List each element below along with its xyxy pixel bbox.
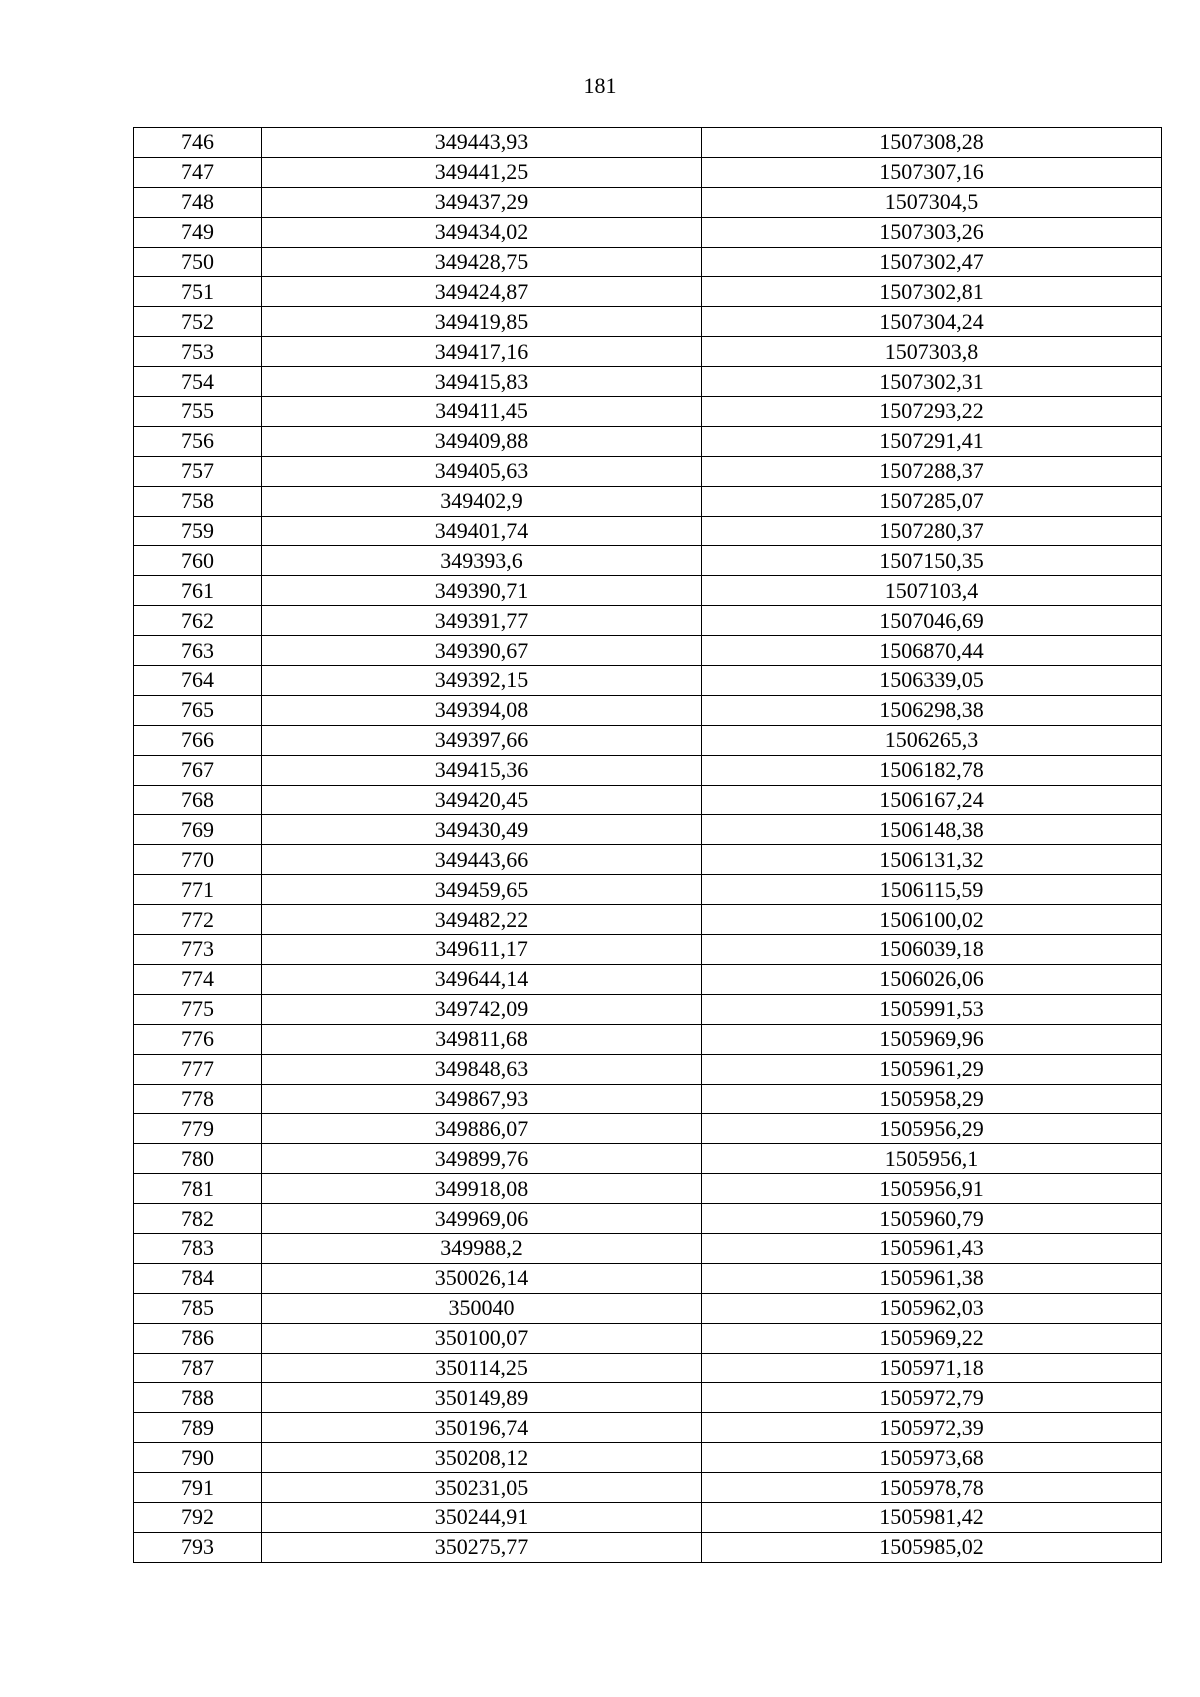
table-row bbox=[134, 576, 1162, 606]
y-coordinate-cell: 1505969,96 bbox=[702, 1024, 1162, 1054]
point-number-cell: 791 bbox=[134, 1473, 262, 1503]
table-row bbox=[134, 964, 1162, 994]
y-coordinate-cell: 1507308,28 bbox=[702, 128, 1162, 158]
x-coordinate-cell: 349611,17 bbox=[262, 935, 702, 965]
y-coordinate-cell: 1505956,29 bbox=[702, 1114, 1162, 1144]
x-coordinate-cell: 349415,36 bbox=[262, 755, 702, 785]
point-number-cell: 777 bbox=[134, 1054, 262, 1084]
table-row bbox=[134, 128, 1162, 158]
point-number-cell: 746 bbox=[134, 128, 262, 158]
x-coordinate-cell: 350149,89 bbox=[262, 1383, 702, 1413]
x-coordinate-cell: 349394,08 bbox=[262, 695, 702, 725]
point-number-cell: 763 bbox=[134, 636, 262, 666]
y-coordinate-cell: 1505971,18 bbox=[702, 1353, 1162, 1383]
y-coordinate-cell: 1506131,32 bbox=[702, 845, 1162, 875]
point-number-cell: 769 bbox=[134, 815, 262, 845]
table-row bbox=[134, 725, 1162, 755]
coordinates-table-body bbox=[134, 128, 1162, 1563]
table-row bbox=[134, 1263, 1162, 1293]
point-number-cell: 766 bbox=[134, 725, 262, 755]
table-row bbox=[134, 755, 1162, 785]
point-number-cell: 786 bbox=[134, 1323, 262, 1353]
coordinates-table bbox=[133, 127, 1162, 1563]
y-coordinate-cell: 1505961,29 bbox=[702, 1054, 1162, 1084]
x-coordinate-cell: 349886,07 bbox=[262, 1114, 702, 1144]
table-row bbox=[134, 1502, 1162, 1532]
table-row bbox=[134, 367, 1162, 397]
table-row bbox=[134, 695, 1162, 725]
point-number-cell: 765 bbox=[134, 695, 262, 725]
x-coordinate-cell: 350196,74 bbox=[262, 1413, 702, 1443]
y-coordinate-cell: 1506182,78 bbox=[702, 755, 1162, 785]
x-coordinate-cell: 349428,75 bbox=[262, 247, 702, 277]
y-coordinate-cell: 1506100,02 bbox=[702, 905, 1162, 935]
y-coordinate-cell: 1506339,05 bbox=[702, 666, 1162, 696]
table-row bbox=[134, 426, 1162, 456]
point-number-cell: 779 bbox=[134, 1114, 262, 1144]
table-row bbox=[134, 1233, 1162, 1263]
point-number-cell: 750 bbox=[134, 247, 262, 277]
x-coordinate-cell: 350244,91 bbox=[262, 1502, 702, 1532]
y-coordinate-cell: 1507307,16 bbox=[702, 157, 1162, 187]
table-row bbox=[134, 546, 1162, 576]
x-coordinate-cell: 349969,06 bbox=[262, 1204, 702, 1234]
y-coordinate-cell: 1507293,22 bbox=[702, 397, 1162, 427]
point-number-cell: 752 bbox=[134, 307, 262, 337]
x-coordinate-cell: 349397,66 bbox=[262, 725, 702, 755]
x-coordinate-cell: 349437,29 bbox=[262, 187, 702, 217]
y-coordinate-cell: 1505960,79 bbox=[702, 1204, 1162, 1234]
table-row bbox=[134, 1323, 1162, 1353]
x-coordinate-cell: 349742,09 bbox=[262, 994, 702, 1024]
point-number-cell: 782 bbox=[134, 1204, 262, 1234]
table-row bbox=[134, 397, 1162, 427]
y-coordinate-cell: 1506026,06 bbox=[702, 964, 1162, 994]
y-coordinate-cell: 1505972,79 bbox=[702, 1383, 1162, 1413]
point-number-cell: 783 bbox=[134, 1233, 262, 1263]
x-coordinate-cell: 349441,25 bbox=[262, 157, 702, 187]
x-coordinate-cell: 349644,14 bbox=[262, 964, 702, 994]
table-row bbox=[134, 516, 1162, 546]
y-coordinate-cell: 1507285,07 bbox=[702, 486, 1162, 516]
x-coordinate-cell: 350100,07 bbox=[262, 1323, 702, 1353]
y-coordinate-cell: 1505956,1 bbox=[702, 1144, 1162, 1174]
table-row bbox=[134, 486, 1162, 516]
table-row bbox=[134, 1353, 1162, 1383]
point-number-cell: 775 bbox=[134, 994, 262, 1024]
x-coordinate-cell: 349482,22 bbox=[262, 905, 702, 935]
point-number-cell: 754 bbox=[134, 367, 262, 397]
x-coordinate-cell: 349899,76 bbox=[262, 1144, 702, 1174]
point-number-cell: 764 bbox=[134, 666, 262, 696]
table-row bbox=[134, 456, 1162, 486]
table-row bbox=[134, 1024, 1162, 1054]
table-row bbox=[134, 247, 1162, 277]
y-coordinate-cell: 1507303,26 bbox=[702, 217, 1162, 247]
x-coordinate-cell: 349867,93 bbox=[262, 1084, 702, 1114]
point-number-cell: 759 bbox=[134, 516, 262, 546]
y-coordinate-cell: 1505972,39 bbox=[702, 1413, 1162, 1443]
table-row bbox=[134, 307, 1162, 337]
point-number-cell: 780 bbox=[134, 1144, 262, 1174]
x-coordinate-cell: 349811,68 bbox=[262, 1024, 702, 1054]
table-row bbox=[134, 935, 1162, 965]
point-number-cell: 771 bbox=[134, 875, 262, 905]
x-coordinate-cell: 349415,83 bbox=[262, 367, 702, 397]
page-number: 181 bbox=[583, 73, 617, 98]
table-row bbox=[134, 845, 1162, 875]
x-coordinate-cell: 349443,93 bbox=[262, 128, 702, 158]
table-row bbox=[134, 1204, 1162, 1234]
table-row bbox=[134, 217, 1162, 247]
x-coordinate-cell: 349390,67 bbox=[262, 636, 702, 666]
point-number-cell: 756 bbox=[134, 426, 262, 456]
x-coordinate-cell: 349402,9 bbox=[262, 486, 702, 516]
table-row bbox=[134, 815, 1162, 845]
table-row bbox=[134, 1443, 1162, 1473]
x-coordinate-cell: 349420,45 bbox=[262, 785, 702, 815]
x-coordinate-cell: 350231,05 bbox=[262, 1473, 702, 1503]
point-number-cell: 776 bbox=[134, 1024, 262, 1054]
y-coordinate-cell: 1505978,78 bbox=[702, 1473, 1162, 1503]
point-number-cell: 773 bbox=[134, 935, 262, 965]
table-row bbox=[134, 187, 1162, 217]
point-number-cell: 787 bbox=[134, 1353, 262, 1383]
point-number-cell: 788 bbox=[134, 1383, 262, 1413]
y-coordinate-cell: 1507291,41 bbox=[702, 426, 1162, 456]
point-number-cell: 793 bbox=[134, 1532, 262, 1562]
table-row bbox=[134, 905, 1162, 935]
table-row bbox=[134, 1413, 1162, 1443]
y-coordinate-cell: 1505969,22 bbox=[702, 1323, 1162, 1353]
x-coordinate-cell: 349409,88 bbox=[262, 426, 702, 456]
table-row bbox=[134, 785, 1162, 815]
point-number-cell: 747 bbox=[134, 157, 262, 187]
y-coordinate-cell: 1505981,42 bbox=[702, 1502, 1162, 1532]
y-coordinate-cell: 1505973,68 bbox=[702, 1443, 1162, 1473]
y-coordinate-cell: 1507304,24 bbox=[702, 307, 1162, 337]
table-row bbox=[134, 1054, 1162, 1084]
x-coordinate-cell: 349434,02 bbox=[262, 217, 702, 247]
point-number-cell: 762 bbox=[134, 606, 262, 636]
x-coordinate-cell: 349430,49 bbox=[262, 815, 702, 845]
y-coordinate-cell: 1507103,4 bbox=[702, 576, 1162, 606]
x-coordinate-cell: 350026,14 bbox=[262, 1263, 702, 1293]
table-row bbox=[134, 277, 1162, 307]
x-coordinate-cell: 349392,15 bbox=[262, 666, 702, 696]
point-number-cell: 757 bbox=[134, 456, 262, 486]
y-coordinate-cell: 1505961,38 bbox=[702, 1263, 1162, 1293]
table-row bbox=[134, 666, 1162, 696]
y-coordinate-cell: 1507150,35 bbox=[702, 546, 1162, 576]
x-coordinate-cell: 350040 bbox=[262, 1293, 702, 1323]
x-coordinate-cell: 349411,45 bbox=[262, 397, 702, 427]
y-coordinate-cell: 1506148,38 bbox=[702, 815, 1162, 845]
point-number-cell: 770 bbox=[134, 845, 262, 875]
y-coordinate-cell: 1506167,24 bbox=[702, 785, 1162, 815]
x-coordinate-cell: 349918,08 bbox=[262, 1174, 702, 1204]
y-coordinate-cell: 1507302,47 bbox=[702, 247, 1162, 277]
x-coordinate-cell: 349424,87 bbox=[262, 277, 702, 307]
x-coordinate-cell: 349419,85 bbox=[262, 307, 702, 337]
table-row bbox=[134, 1114, 1162, 1144]
point-number-cell: 761 bbox=[134, 576, 262, 606]
y-coordinate-cell: 1506039,18 bbox=[702, 935, 1162, 965]
point-number-cell: 767 bbox=[134, 755, 262, 785]
point-number-cell: 789 bbox=[134, 1413, 262, 1443]
table-row bbox=[134, 1084, 1162, 1114]
x-coordinate-cell: 349393,6 bbox=[262, 546, 702, 576]
point-number-cell: 768 bbox=[134, 785, 262, 815]
point-number-cell: 755 bbox=[134, 397, 262, 427]
x-coordinate-cell: 349390,71 bbox=[262, 576, 702, 606]
y-coordinate-cell: 1506298,38 bbox=[702, 695, 1162, 725]
x-coordinate-cell: 349848,63 bbox=[262, 1054, 702, 1084]
y-coordinate-cell: 1506115,59 bbox=[702, 875, 1162, 905]
y-coordinate-cell: 1507046,69 bbox=[702, 606, 1162, 636]
point-number-cell: 792 bbox=[134, 1502, 262, 1532]
x-coordinate-cell: 349988,2 bbox=[262, 1233, 702, 1263]
y-coordinate-cell: 1505962,03 bbox=[702, 1293, 1162, 1323]
x-coordinate-cell: 350208,12 bbox=[262, 1443, 702, 1473]
point-number-cell: 774 bbox=[134, 964, 262, 994]
y-coordinate-cell: 1505958,29 bbox=[702, 1084, 1162, 1114]
x-coordinate-cell: 350114,25 bbox=[262, 1353, 702, 1383]
y-coordinate-cell: 1506265,3 bbox=[702, 725, 1162, 755]
y-coordinate-cell: 1507302,81 bbox=[702, 277, 1162, 307]
point-number-cell: 748 bbox=[134, 187, 262, 217]
table-row bbox=[134, 157, 1162, 187]
x-coordinate-cell: 349459,65 bbox=[262, 875, 702, 905]
y-coordinate-cell: 1506870,44 bbox=[702, 636, 1162, 666]
x-coordinate-cell: 349401,74 bbox=[262, 516, 702, 546]
x-coordinate-cell: 349417,16 bbox=[262, 337, 702, 367]
y-coordinate-cell: 1507304,5 bbox=[702, 187, 1162, 217]
point-number-cell: 784 bbox=[134, 1263, 262, 1293]
point-number-cell: 772 bbox=[134, 905, 262, 935]
point-number-cell: 760 bbox=[134, 546, 262, 576]
y-coordinate-cell: 1505961,43 bbox=[702, 1233, 1162, 1263]
table-row bbox=[134, 1174, 1162, 1204]
point-number-cell: 753 bbox=[134, 337, 262, 367]
point-number-cell: 781 bbox=[134, 1174, 262, 1204]
x-coordinate-cell: 349391,77 bbox=[262, 606, 702, 636]
table-row bbox=[134, 1532, 1162, 1562]
y-coordinate-cell: 1507280,37 bbox=[702, 516, 1162, 546]
table-row bbox=[134, 337, 1162, 367]
point-number-cell: 751 bbox=[134, 277, 262, 307]
table-row bbox=[134, 1383, 1162, 1413]
point-number-cell: 778 bbox=[134, 1084, 262, 1114]
table-row bbox=[134, 636, 1162, 666]
point-number-cell: 758 bbox=[134, 486, 262, 516]
x-coordinate-cell: 349405,63 bbox=[262, 456, 702, 486]
y-coordinate-cell: 1507288,37 bbox=[702, 456, 1162, 486]
y-coordinate-cell: 1507303,8 bbox=[702, 337, 1162, 367]
x-coordinate-cell: 349443,66 bbox=[262, 845, 702, 875]
table-row bbox=[134, 994, 1162, 1024]
table-row bbox=[134, 606, 1162, 636]
y-coordinate-cell: 1505991,53 bbox=[702, 994, 1162, 1024]
x-coordinate-cell: 350275,77 bbox=[262, 1532, 702, 1562]
table-row bbox=[134, 875, 1162, 905]
table-row bbox=[134, 1473, 1162, 1503]
table-row bbox=[134, 1144, 1162, 1174]
y-coordinate-cell: 1505985,02 bbox=[702, 1532, 1162, 1562]
point-number-cell: 749 bbox=[134, 217, 262, 247]
table-row bbox=[134, 1293, 1162, 1323]
y-coordinate-cell: 1507302,31 bbox=[702, 367, 1162, 397]
point-number-cell: 785 bbox=[134, 1293, 262, 1323]
point-number-cell: 790 bbox=[134, 1443, 262, 1473]
y-coordinate-cell: 1505956,91 bbox=[702, 1174, 1162, 1204]
